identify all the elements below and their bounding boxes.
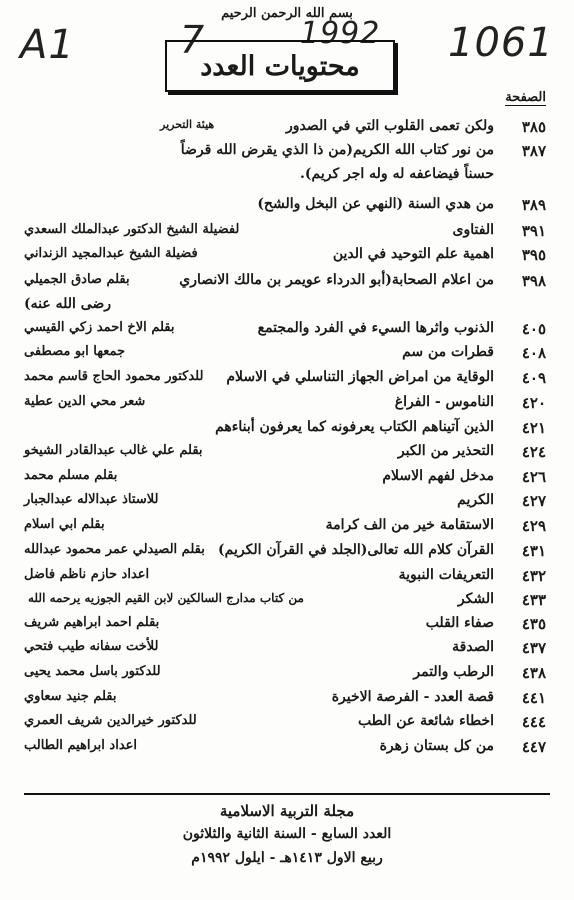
toc-article-author: بقلم مسلم محمد: [24, 468, 118, 483]
toc-article-author: بقلم الاخ احمد زكي القيسي: [24, 320, 175, 335]
toc-row: [0, 222, 574, 244]
toc-article-title: الناموس - الفراغ: [394, 394, 494, 410]
basmala: بسم الله الرحمن الرحيم: [221, 6, 353, 21]
toc-page-number: ٣٩٨: [521, 272, 546, 290]
toc-article-author: اعداد حازم ناظم فاضل: [24, 567, 150, 582]
toc-page-number: ٤٤٧: [521, 738, 546, 756]
toc-row: [0, 468, 574, 490]
toc-row: [0, 591, 574, 613]
toc-article-author: للاستاذ عبدالاله عبدالجبار: [24, 492, 159, 507]
toc-article-title: اخطاء شائعة عن الطب: [357, 713, 494, 729]
toc-page-number: ٤٠٥: [521, 320, 546, 338]
toc-page-number: ٤٤١: [521, 689, 546, 707]
toc-page-number: ٤٢٦: [521, 468, 546, 486]
toc-article-author: بقلم جنيد سعاوي: [24, 689, 117, 704]
toc-page-number: ٤٠٩: [521, 369, 546, 387]
toc-page-number: ٤٣٧: [521, 639, 546, 657]
toc-page-number: ٤٢٩: [521, 517, 546, 535]
toc-article-title: قصة العدد - الفرصة الاخيرة: [331, 689, 494, 705]
toc-article-author: بقلم علي غالب عبدالقادر الشيخو: [24, 443, 203, 458]
toc-title-continuation: حسناً فيضاعفه له وله اجر كريم).: [300, 166, 494, 182]
toc-article-title: من نور كتاب الله الكريم(من ذا الذي يقرض الله قرضاً: [180, 142, 494, 158]
toc-row: [0, 419, 574, 441]
toc-row: [0, 713, 574, 735]
toc-article-title: الاستقامة خير من الف كرامة: [325, 517, 494, 533]
toc-page-number: ٣٨٧: [521, 142, 546, 160]
toc-article-author: للدكتور باسل محمد يحيى: [24, 664, 161, 679]
toc-article-author: شعر محي الدين عطية: [24, 394, 146, 409]
toc-page-number: ٤٣٣: [521, 591, 546, 609]
toc-article-title: الفتاوى: [452, 222, 494, 238]
toc-article-author: اعداد ابراهيم الطالب: [24, 738, 138, 753]
toc-row: [0, 567, 574, 589]
toc-row: [0, 664, 574, 686]
toc-article-author: فضيلة الشيخ عبدالمجيد الزنداني: [24, 246, 198, 261]
toc-article-title: الشكر: [457, 591, 494, 607]
toc-row: [0, 615, 574, 637]
toc-page-number: ٤٣٢: [521, 567, 546, 585]
toc-article-title: من هدي السنة (النهي عن البخل والشح): [257, 196, 494, 212]
toc-page-number: ٤٢٤: [521, 443, 546, 461]
toc-row: [0, 689, 574, 711]
toc-page-number: ٤٢١: [521, 419, 546, 437]
toc-page-number: ٣٩٥: [521, 246, 546, 264]
handwritten-issue-number: 7: [180, 18, 206, 62]
toc-article-title: قطرات من سم: [402, 344, 494, 360]
issue-date: ربيع الاول ١٤١٣هـ - ايلول ١٩٩٢م: [191, 850, 383, 866]
toc-article-author: هيئة التحرير: [160, 118, 215, 131]
divider: [24, 793, 550, 795]
toc-article-title: من اعلام الصحابة(أبو الدرداء عويمر بن مالك الانصاري: [179, 272, 494, 288]
toc-row: [0, 492, 574, 514]
toc-page-number: ٣٩١: [521, 222, 546, 240]
toc-row: [0, 517, 574, 539]
toc-page-number: ٤٣٨: [521, 664, 546, 682]
toc-page-number: ٤٠٨: [521, 344, 546, 362]
toc-article-title: الكريم: [457, 492, 494, 508]
toc-page-number: ٤٣١: [521, 542, 546, 560]
toc-page-number: ٤٣٥: [521, 615, 546, 633]
toc-article-author: بقلم احمد ابراهيم شريف: [24, 615, 160, 630]
toc-article-author: بقلم الصيدلي عمر محمود عبدالله: [24, 542, 205, 557]
toc-row: [0, 443, 574, 465]
handwritten-catalog-number: 1061: [448, 20, 554, 66]
toc-article-author: لفضيلة الشيخ الدكتور عبدالملك السعدي: [24, 222, 240, 237]
toc-row: [0, 394, 574, 416]
toc-article-title: من كل بستان زهرة: [379, 738, 494, 754]
toc-article-title: التحذير من الكبر: [397, 443, 494, 459]
toc-row: [0, 639, 574, 661]
toc-page-number: ٤٤٤: [521, 713, 546, 731]
toc-article-title: الرطب والتمر: [413, 664, 494, 680]
toc-row: [0, 369, 574, 391]
toc-article-title: مدخل لفهم الاسلام: [382, 468, 494, 484]
page-title: محتويات العدد: [165, 40, 395, 92]
toc-page-number: ٣٨٥: [521, 118, 546, 136]
toc-article-title: اهمية علم التوحيد في الدين: [332, 246, 494, 262]
handwritten-year: 1992: [300, 16, 381, 51]
toc-row: [0, 196, 574, 218]
toc-page-number: ٣٨٩: [521, 196, 546, 214]
toc-row: [0, 738, 574, 760]
toc-row: [0, 320, 574, 342]
handwritten-code: A1: [20, 22, 75, 68]
toc-page-number: ٤٢٠: [521, 394, 546, 412]
toc-row: [0, 246, 574, 268]
toc-article-author: من كتاب مدارج السالكين لابن القيم الجوزيه يرحمه الله: [28, 591, 304, 605]
toc-article-author: للأخت سفانه طيب فتحي: [24, 639, 159, 654]
toc-article-author: للدكتور محمود الحاج قاسم محمد: [24, 369, 204, 384]
toc-article-author: جمعها ابو مصطفى: [24, 344, 126, 359]
magazine-name: مجلة التربية الاسلامية: [219, 802, 355, 820]
toc-article-author: بقلم صادق الجميلي: [24, 272, 130, 287]
toc-row: [0, 118, 574, 140]
toc-article-title: ولكن تعمى القلوب التي في الصدور: [285, 118, 494, 134]
toc-article-title: الذنوب واثرها السيء في الفرد والمجتمع: [257, 320, 494, 336]
toc-article-title: الصدقة: [452, 639, 494, 655]
toc-row: [0, 344, 574, 366]
toc-row: [0, 272, 574, 294]
issue-info: العدد السابع - السنة الثانية والثلاثون: [182, 826, 392, 842]
toc-article-title: الذين آتيناهم الكتاب يعرفونه كما يعرفون أبناءهم: [215, 419, 494, 435]
toc-row: [0, 542, 574, 564]
toc-article-title: الوقاية من امراض الجهاز التناسلي في الاسلام: [226, 369, 494, 385]
toc-article-title: القرآن كلام الله تعالى(الجلد في القرآن الكريم): [218, 542, 494, 558]
toc-article-author: للدكتور خيرالدين شريف العمري: [24, 713, 197, 728]
toc-article-title: صفاء القلب: [425, 615, 494, 631]
toc-title-continuation: رضى الله عنه): [24, 296, 112, 312]
toc-article-author: بقلم ابي اسلام: [24, 517, 105, 532]
page-column-label: الصفحة: [505, 90, 546, 105]
toc-page-number: ٤٢٧: [521, 492, 546, 510]
toc-article-title: التعريفات النبوية: [398, 567, 494, 583]
toc-row: [0, 142, 574, 164]
